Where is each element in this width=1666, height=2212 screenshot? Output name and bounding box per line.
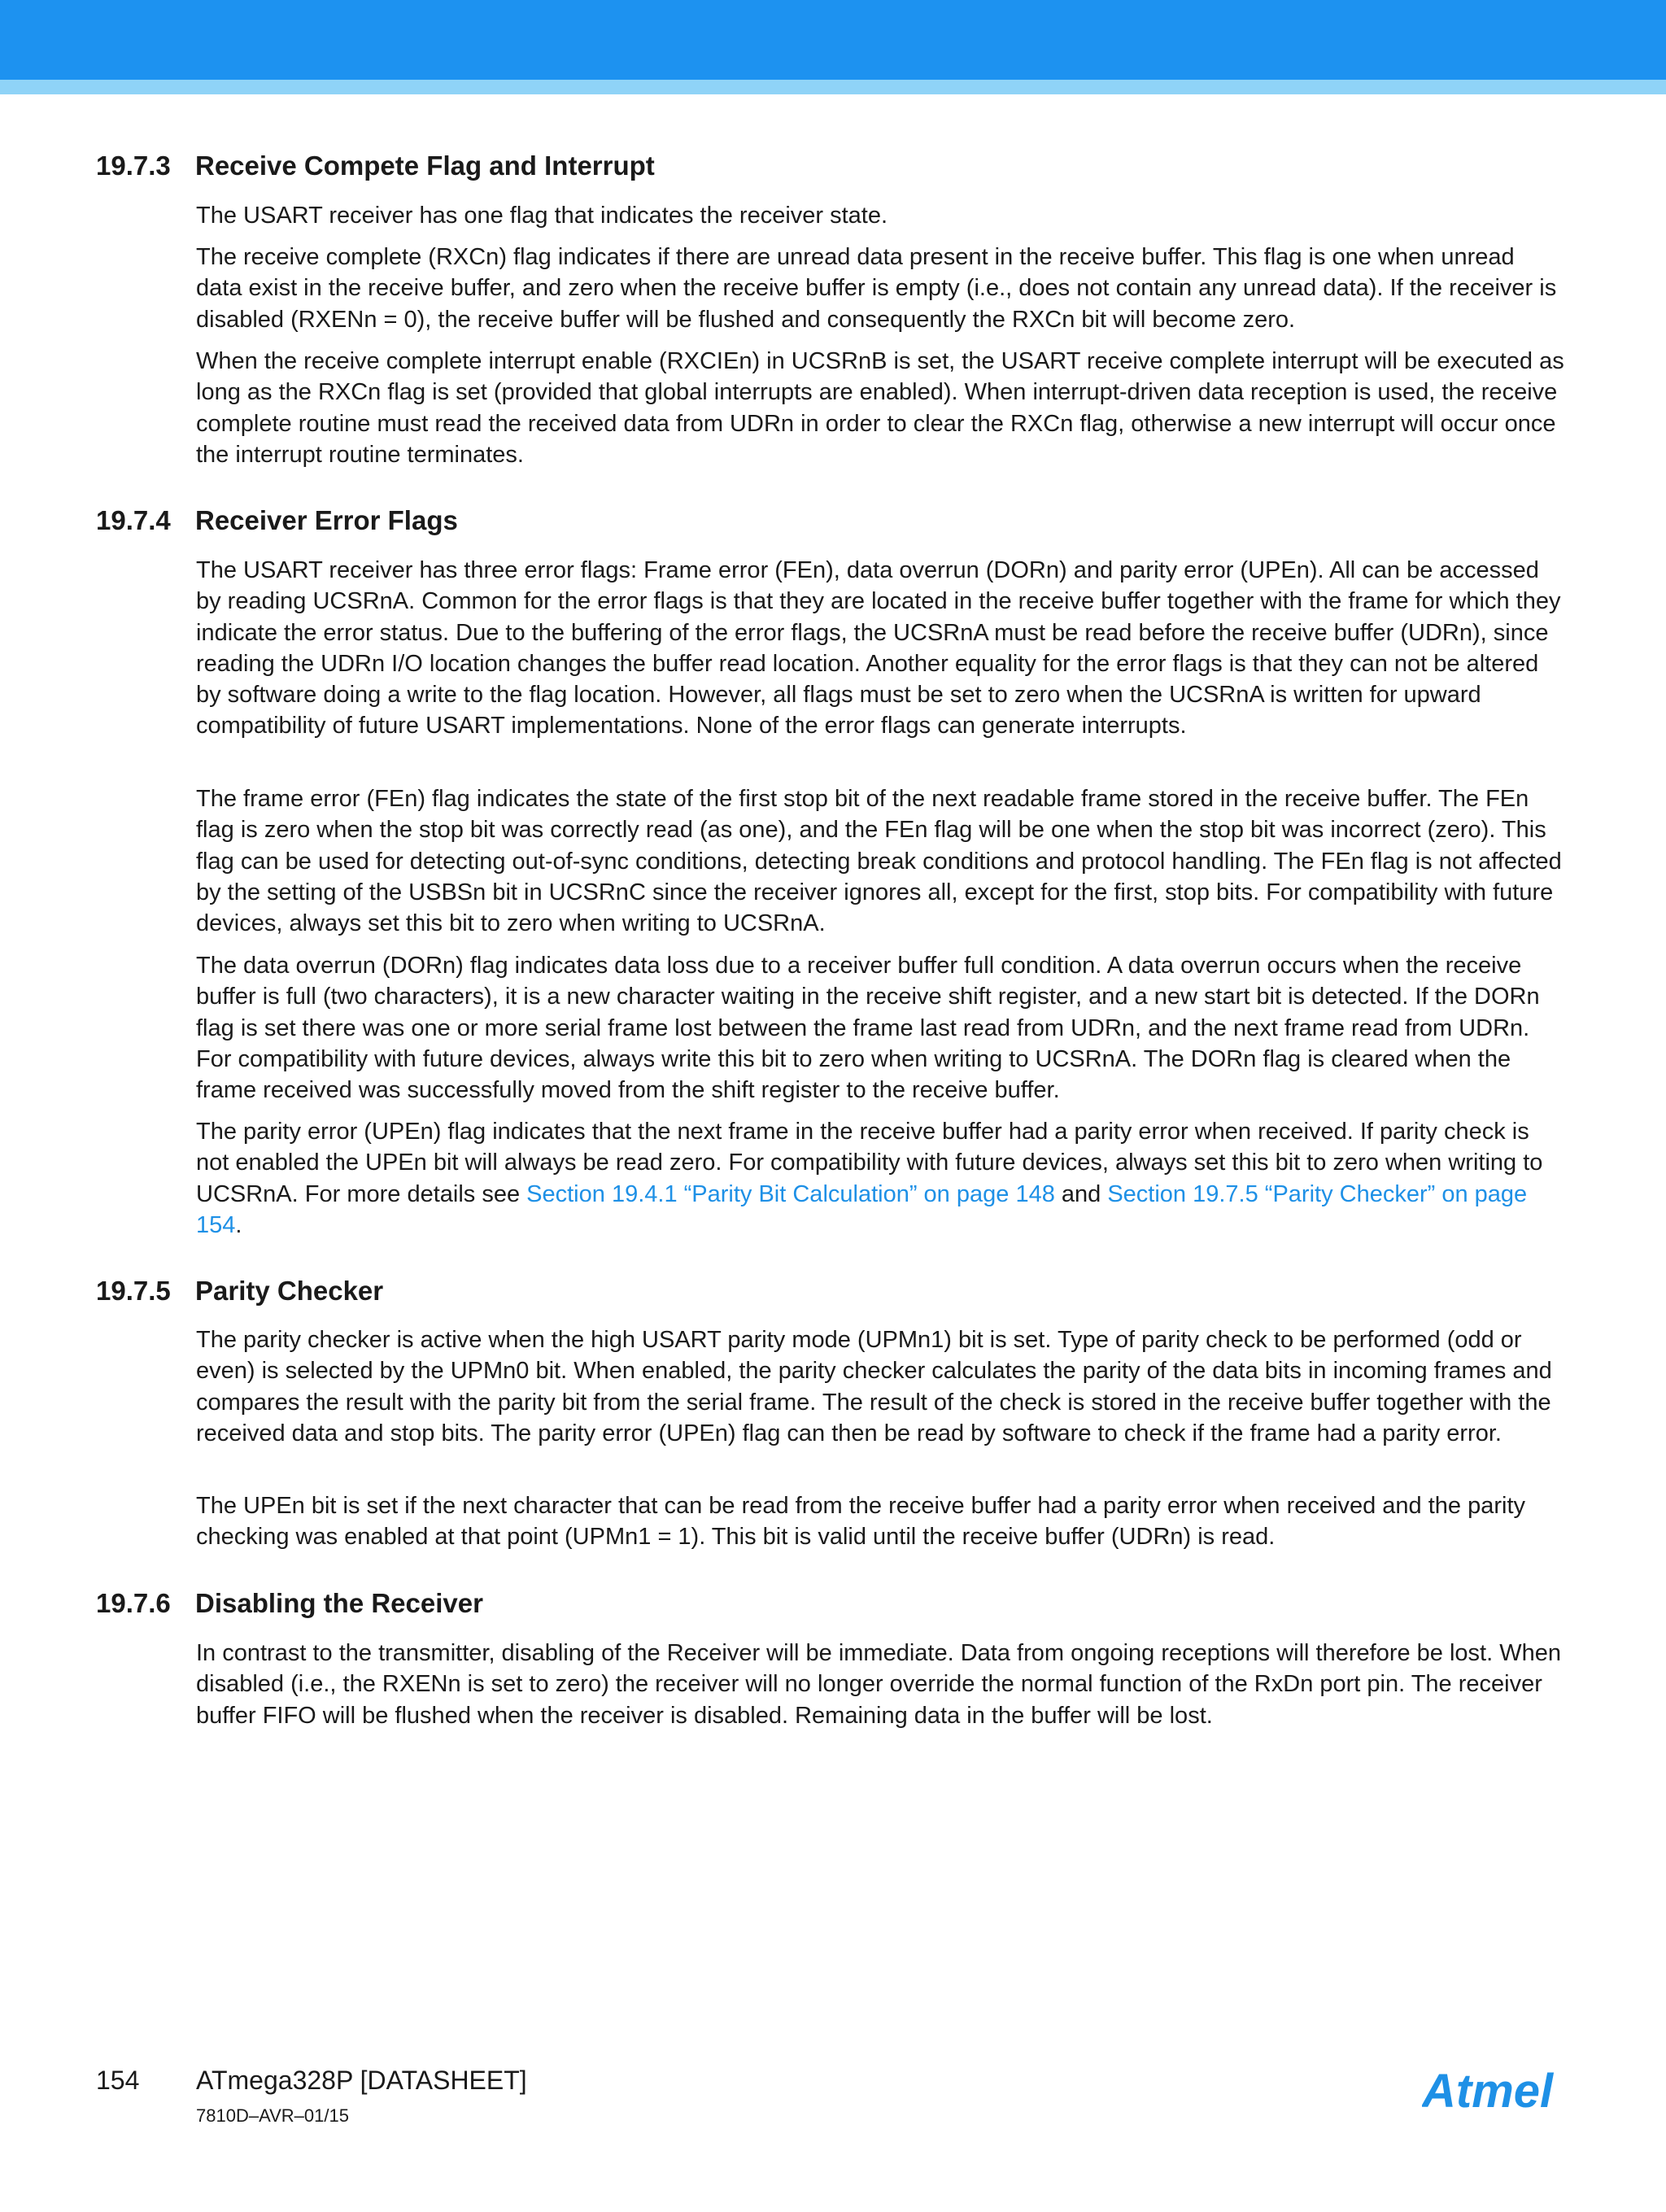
section-heading-19-7-6 — [96, 1586, 483, 1621]
paragraph-text: and — [1054, 1180, 1108, 1207]
paragraph: When the receive complete interrupt enable (RXCIEn) in UCSRnB is set, the USART receive complete interrupt will be executed as long as the RXCn flag is set (provided that global interrupts are enabled). When interrupt-driven data reception is used, the receive complete routine must read the received data from UDRn in order to clear the RXCn flag, otherwise a new interrupt will occur once the interrupt routine terminates. — [196, 348, 1564, 468]
logo-text: Atmel — [1422, 2065, 1554, 2118]
link-parity-checker[interactable]: Section 19.7.5 “Parity Checker” on page 154 — [196, 1180, 1528, 1238]
paragraph: The data overrun (DORn) flag indicates data loss due to a receiver buffer full condition. A data overrun occurs when the receive buffer is full (two characters), it is a new character waiting in the receive shift register, and a new start bit is detected. If the DORn flag is set there was one or more serial frame lost between the frame last read from UDRn, and the next frame read from UDRn. For compatibility with future devices, always write this bit to zero when writing to UCSRnA. The DORn flag is cleared when the frame received was successfully moved from the shift register to the receive buffer. — [196, 953, 1540, 1104]
document-code: 7810D–AVR–01/15 — [196, 2105, 349, 2126]
paragraph: The USART receiver has one flag that indicates the receiver state. — [196, 203, 888, 229]
section-title: Receiver Error Flags — [195, 505, 458, 535]
link-parity-bit-calculation[interactable]: Section 19.4.1 “Parity Bit Calculation” on page 148 — [526, 1180, 1055, 1207]
header-band — [0, 0, 1666, 80]
header-stripe — [0, 80, 1666, 94]
document-title: ATmega328P [DATASHEET] — [196, 2066, 527, 2095]
section-title: Parity Checker — [195, 1276, 384, 1306]
paragraph-text: . — [235, 1211, 242, 1238]
section-number: 19.7.5 — [96, 1276, 171, 1306]
paragraph: The frame error (FEn) flag indicates the state of the first stop bit of the next readable frame stored in the receive buffer. The FEn flag is zero when the stop bit was correctly read (as one), and the FEn flag will be one when the stop bit was incorrect (zero). This flag can be used for detecting out-of-sync conditions, detecting break conditions and protocol handling. The FEn flag is not affected by the setting of the USBSn bit in UCSRnC since the receiver ignores all, except for the first, stop bits. For compatibility with future devices, always set this bit to zero when writing to UCSRnA. — [196, 786, 1562, 937]
section-heading-19-7-5 — [96, 1273, 383, 1309]
section-number: 19.7.6 — [96, 1588, 171, 1618]
paragraph: In contrast to the transmitter, disabling of the Receiver will be immediate. Data from ongoing receptions will therefore be lost. When disabled (i.e., the RXENn is set to zero) the receiver will no longer override the normal function of the RxDn port pin. The receiver buffer FIFO will be flushed when the receiver is disabled. Remaining data in the buffer will be lost. — [196, 1640, 1561, 1729]
paragraph: The receive complete (RXCn) flag indicates if there are unread data present in the receive buffer. This flag is one when unread data exist in the receive buffer, and zero when the receive buffer is empty (i.e., does not contain any unread data). If the receiver is disabled (RXENn = 0), the receive buffer will be flushed and consequently the RXCn bit will become zero. — [196, 244, 1557, 333]
paragraph: The parity checker is active when the high USART parity mode (UPMn1) bit is set. Type of parity check to be performed (odd or even) is selected by the UPMn0 bit. When enabled, the parity checker calculates the parity of the data bits in incoming frames and compares the result with the parity bit from the serial frame. The result of the check is stored in the receive buffer together with the received data and stop bits. The parity error (UPEn) flag can then be read by software to check if the frame had a parity error. — [196, 1327, 1552, 1446]
section-title: Receive Compete Flag and Interrupt — [195, 151, 655, 181]
atmel-logo — [1422, 2065, 1570, 2118]
section-heading-19-7-4 — [96, 503, 458, 539]
paragraph: The UPEn bit is set if the next character that can be read from the receive buffer had a parity error when received and the parity checking was enabled at that point (UPMn1 = 1). This bit is valid until the receive buffer (UDRn) is read. — [196, 1493, 1525, 1551]
page-number: 154 — [96, 2066, 140, 2095]
section-title: Disabling the Receiver — [195, 1588, 483, 1618]
paragraph-text: The parity error (UPEn) flag indicates that the next frame in the receive buffer had a parity error when received. If parity check is not enabled the UPEn bit will always be read zero. For compatibility with future devices, always set this bit to zero when writing to UCSRnA. For more details see — [196, 1119, 1543, 1207]
paragraph-parity-error — [196, 1116, 1567, 1241]
paragraph: The USART receiver has three error flags: Frame error (FEn), data overrun (DORn) and parity error (UPEn). All can be accessed by reading UCSRnA. Common for the error flags is that they are located in the receive buffer together with the frame for which they indicate the error status. Due to the buffering of the error flags, the UCSRnA must be read before the receive buffer (UDRn), since reading the UDRn I/O location changes the buffer read location. Another equality for the error flags is that they can not be altered by software doing a write to the flag location. However, all flags must be set to zero when the UCSRnA is written for upward compatibility of future USART implementations. None of the error flags can generate interrupts. — [196, 557, 1561, 740]
section-heading-19-7-3 — [96, 148, 655, 184]
section-number: 19.7.3 — [96, 151, 171, 181]
section-number: 19.7.4 — [96, 505, 171, 535]
